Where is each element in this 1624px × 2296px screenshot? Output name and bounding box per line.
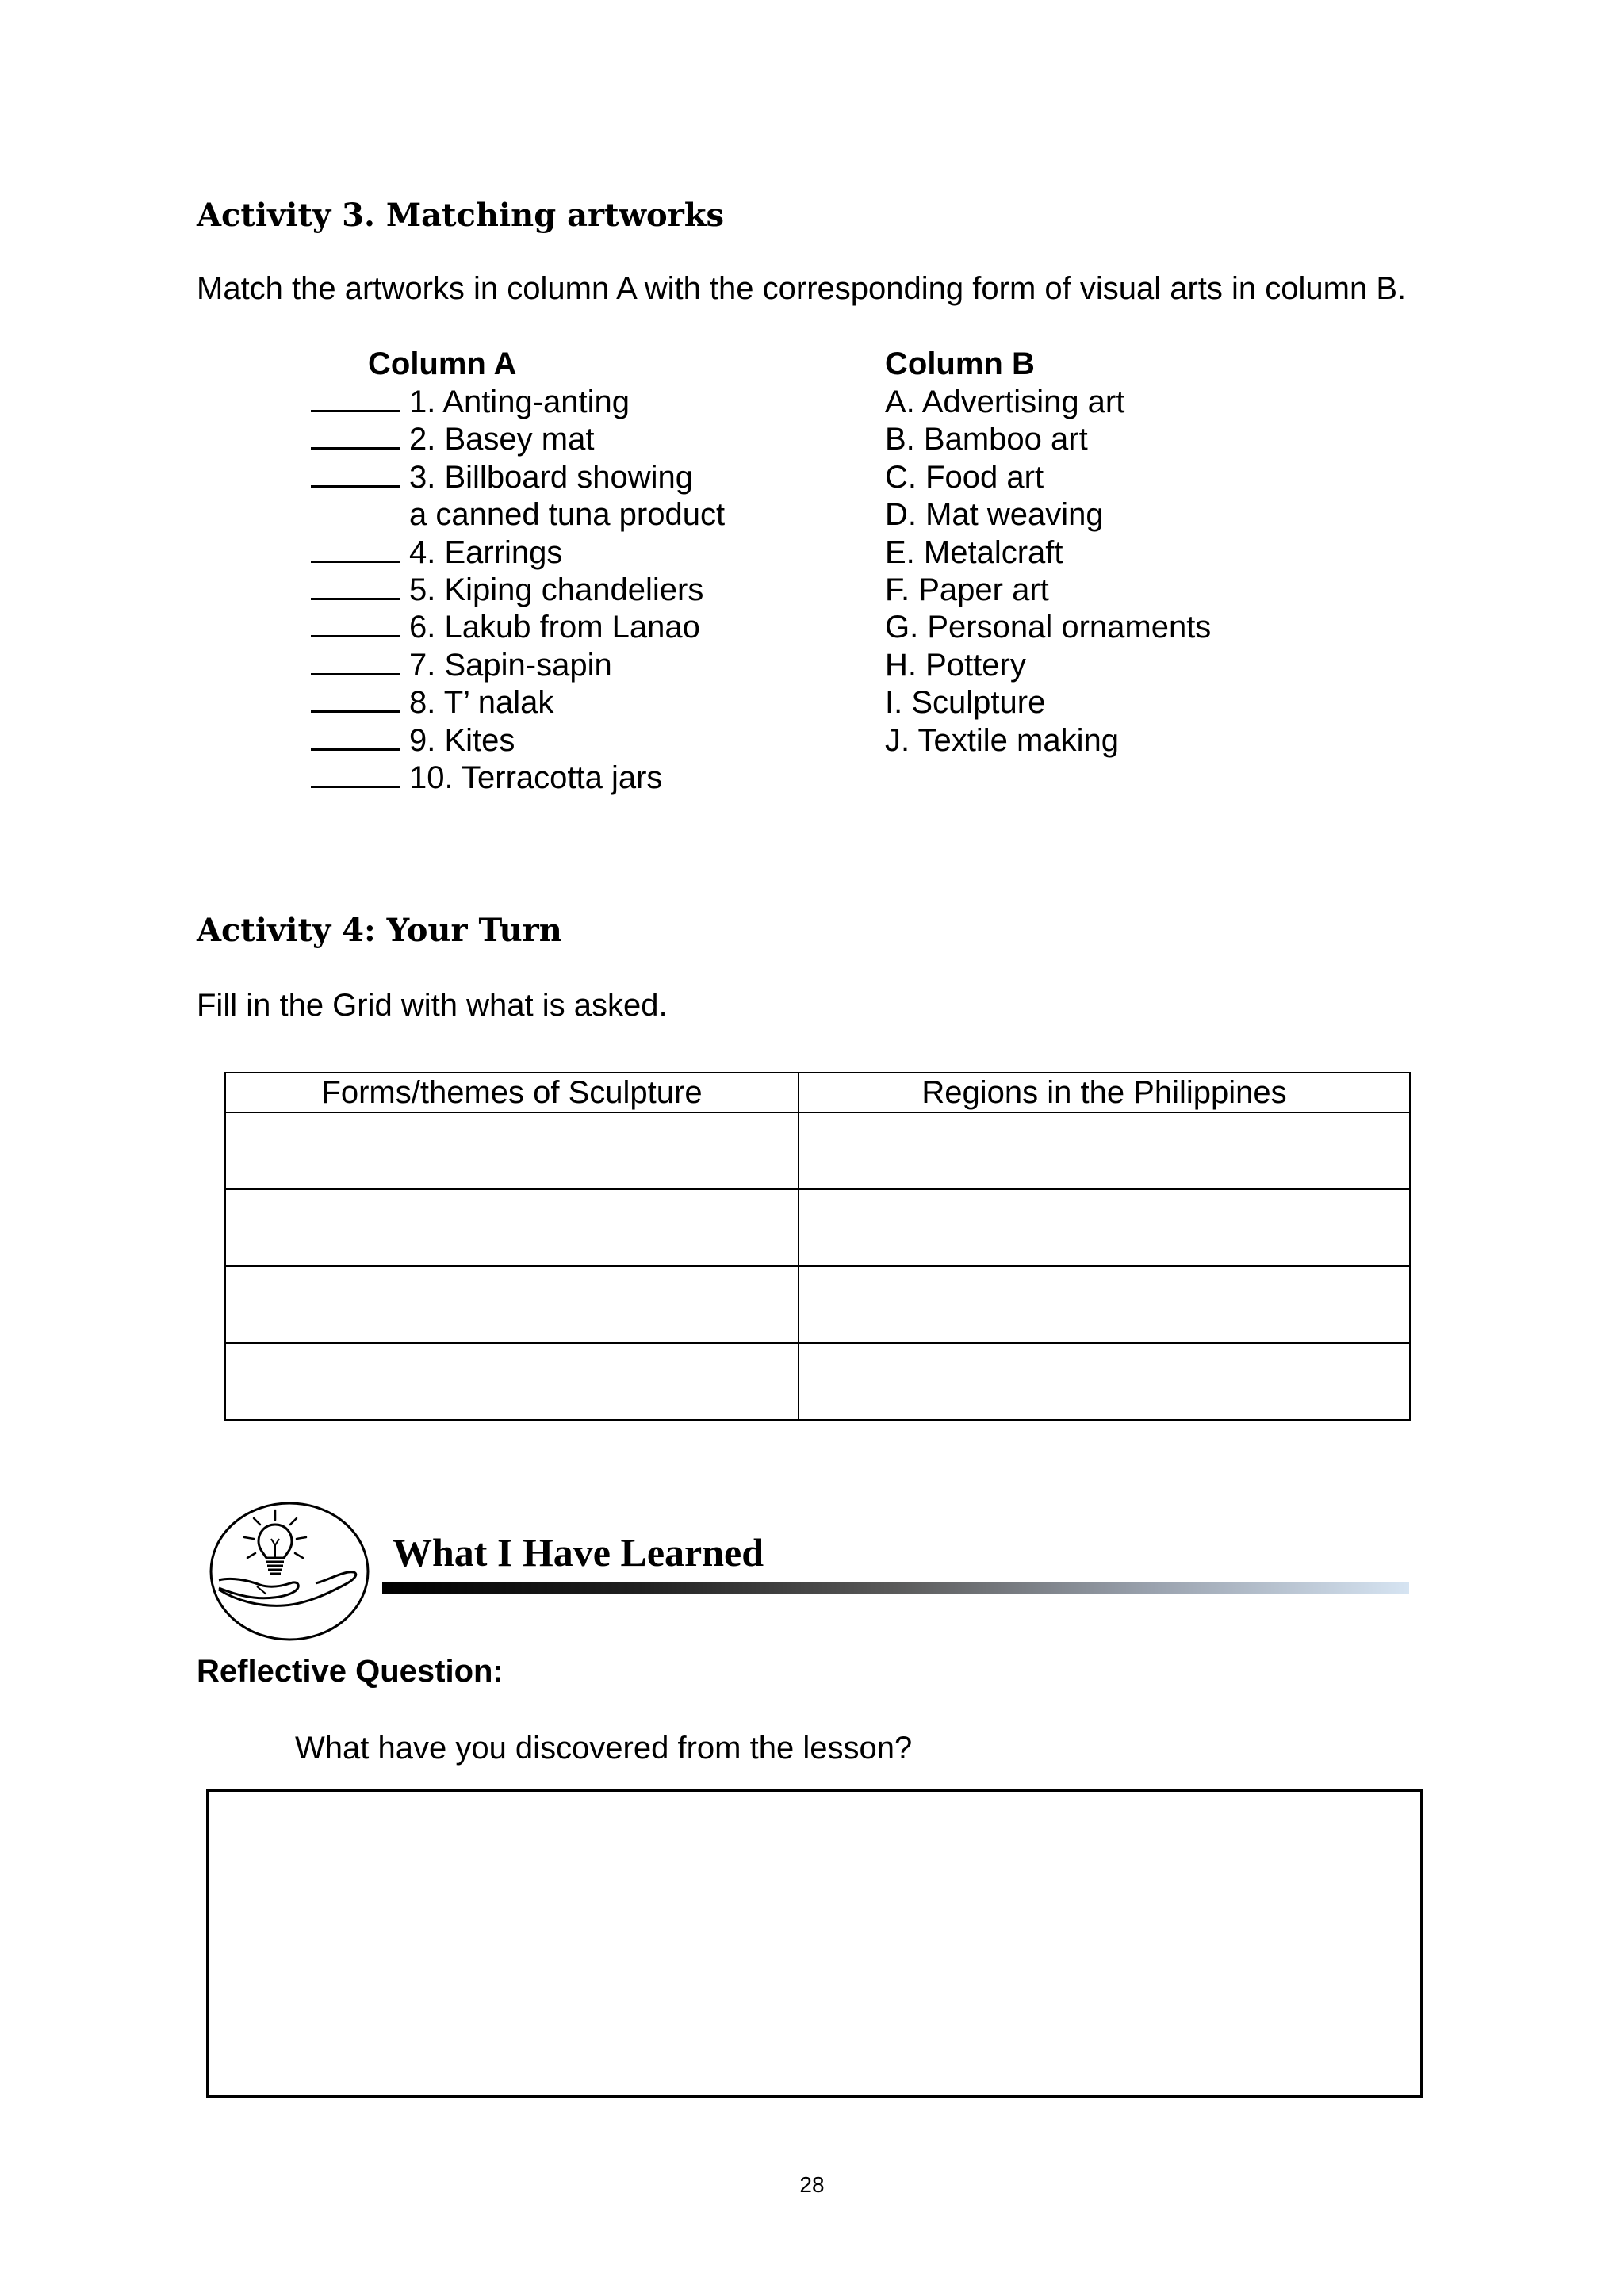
answer-blank[interactable] <box>311 687 400 713</box>
grid-header-regions: Regions in the Philippines <box>799 1073 1410 1112</box>
column-b-item: E. Metalcraft <box>885 534 1063 570</box>
reflective-question-text: What have you discovered from the lesson? <box>295 1731 913 1766</box>
activity-4-title: Activity 4: Your Turn <box>197 912 562 949</box>
column-b-item: F. Paper art <box>885 572 1049 607</box>
grid-cell-form[interactable] <box>225 1343 799 1420</box>
column-a-item: 9. Kites <box>311 722 725 760</box>
column-b-item: J. Textile making <box>885 722 1119 758</box>
activity-3-instruction: Match the artworks in column A with the corresponding form of visual arts in column B. <box>197 271 1407 306</box>
column-b-item: B. Bamboo art <box>885 422 1088 457</box>
hand-crease <box>257 1586 266 1594</box>
activity-4-instruction: Fill in the Grid with what is asked. <box>197 988 668 1023</box>
grid-cell-form[interactable] <box>225 1266 799 1343</box>
grid-row <box>225 1189 1410 1266</box>
column-a-list <box>311 384 725 797</box>
sculpture-grid <box>224 1072 1411 1421</box>
answer-blank[interactable] <box>311 649 400 675</box>
grid-cell-region[interactable] <box>799 1343 1410 1420</box>
title-underline-bar <box>382 1582 1409 1594</box>
reflective-question-label: Reflective Question: <box>197 1654 504 1689</box>
grid-row <box>225 1343 1410 1420</box>
lightbulb-hand-icon <box>208 1501 371 1642</box>
column-b-item: C. Food art <box>885 459 1044 495</box>
page-number: 28 <box>799 2172 825 2197</box>
grid-cell-form[interactable] <box>225 1189 799 1266</box>
answer-blank[interactable] <box>311 762 400 788</box>
column-a-header: Column A <box>368 346 517 381</box>
activity-3-title: Activity 3. Matching artworks <box>197 197 724 234</box>
grid-row <box>225 1112 1410 1189</box>
reflection-answer-box[interactable] <box>206 1789 1423 2098</box>
column-b-list <box>885 384 1211 760</box>
grid-row <box>225 1266 1410 1343</box>
column-a-item: 6. Lakub from Lanao <box>311 609 725 646</box>
answer-blank[interactable] <box>311 574 400 600</box>
bulb-filament <box>271 1539 279 1558</box>
column-a-item: 10. Terracotta jars <box>311 760 725 797</box>
column-a-item: 5. Kiping chandeliers <box>311 572 725 609</box>
column-a-item-continuation: a canned tuna product <box>409 497 726 533</box>
column-b-item: G. Personal ornaments <box>885 610 1212 645</box>
column-a-item: 2. Basey mat <box>311 421 725 458</box>
icon-ellipse <box>211 1503 368 1640</box>
column-b-item: I. Sculpture <box>885 685 1046 721</box>
column-b-item: H. Pottery <box>885 647 1026 683</box>
answer-blank[interactable] <box>311 725 400 751</box>
answer-blank[interactable] <box>311 537 400 563</box>
answer-blank[interactable] <box>311 386 400 412</box>
answer-blank[interactable] <box>311 611 400 637</box>
hand-fingers <box>219 1572 356 1606</box>
answer-blank[interactable] <box>311 423 400 450</box>
grid-cell-region[interactable] <box>799 1189 1410 1266</box>
grid-header-row <box>225 1073 1410 1112</box>
grid-cell-region[interactable] <box>799 1266 1410 1343</box>
column-a-item: 8. T’ nalak <box>311 684 725 721</box>
bulb-base <box>266 1562 284 1574</box>
column-a-item: 3. Billboard showing <box>311 459 725 496</box>
column-a-item: 1. Anting-anting <box>311 384 725 421</box>
grid-header-forms: Forms/themes of Sculpture <box>225 1073 799 1112</box>
grid-cell-form[interactable] <box>225 1112 799 1189</box>
column-a-item: 4. Earrings <box>311 534 725 572</box>
column-b-item: D. Mat weaving <box>885 497 1104 533</box>
column-b-header: Column B <box>885 346 1035 381</box>
what-i-have-learned-title: What I Have Learned <box>393 1530 764 1575</box>
column-a-item: 7. Sapin-sapin <box>311 647 725 684</box>
column-b-item: A. Advertising art <box>885 385 1125 419</box>
answer-blank[interactable] <box>311 461 400 488</box>
grid-cell-region[interactable] <box>799 1112 1410 1189</box>
